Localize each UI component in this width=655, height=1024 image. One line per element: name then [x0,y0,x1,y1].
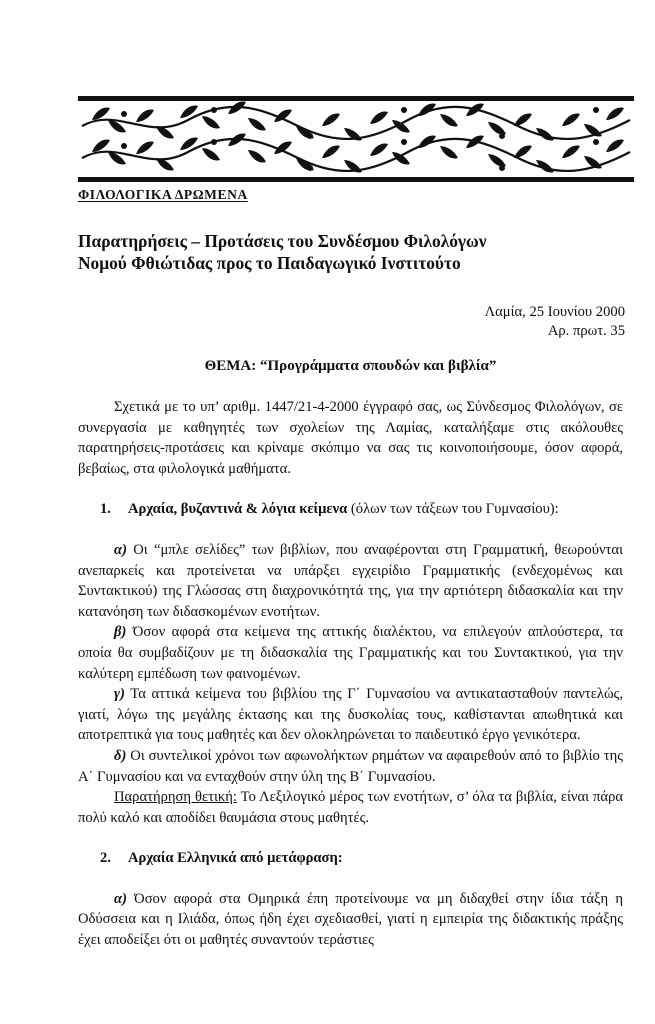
section-2-item-a [78,889,623,951]
section-1-number: 1. [100,501,111,518]
subject-heading: ΘΕΜΑ: “Προγράμματα σπουδών και βιβλία” [204,358,497,374]
item-label: δ) [114,747,127,764]
item-label: α) [114,890,127,907]
section-2-title: Αρχαία Ελληνικά από μετάφραση: [128,850,343,867]
item-text: Τα αττικά κείμενα του βιβλίου της Γ΄ Γυμνασίου να αντικατασταθούν παντελώς, γιατί, λόγω της μεγάλης έκτασης και της δυσκολίας τους, καθίστανται απωθητικά και αποτρεπτικά για τους μαθητές και δεν ολοκληρώνεται το παιδευτικό έργο γενικότερα. [78,686,623,744]
item-text: Οι “μπλε σελίδες” των βιβλίων, που αναφέρονται στη Γραμματική, θεωρούνται ανεπαρκείς και προτείνεται να υπάρξει εγχειρίδιο Γραμματικής (ενδεχομένως και Συντακτικού) της Γλώσσας στη διαχρονικότητά της, για την αρτιότερη διδασκαλία και την κατανόηση των διδασκομένων ενοτήτων. [78,541,623,620]
item-text: Οι συντελικοί χρόνοι των αφωνολήκτων ρημάτων να αφαιρεθούν από το βιβλίο της Α΄ Γυμνασίου και να ενταχθούν στην ύλη της Β΄ Γυμνασίου. [78,747,623,785]
protocol-number: Αρ. πρωτ. 35 [547,323,625,339]
section-1-item-b [78,622,623,684]
intro-paragraph: Σχετικά με το υπ’ αριθμ. 1447/21-4-2000 έγγραφό σας, ως Σύνδεσμος Φιλολόγων, σε συνεργασία με καθηγητές των σχολείων της Λαμίας, καταλήξαμε στις ακόλουθες παρατηρήσεις-προτάσεις και κρίναμε σκόπιμο να σας τις κοινοποιήσουμε, όσον αφορά, βεβαίως, στα φιλολογικά μαθήματα. [78,399,623,477]
section-1-title: Αρχαία, βυζαντινά & λόγια κείμενα [128,501,348,518]
date-block [485,303,625,341]
note-text: Το Λεξιλογικό μέρος των ενοτήτων, σ’ όλα τα βιβλία, είναι πάρα πολύ καλό και αποδίδει θαυμάσια στους μαθητές. [78,789,623,826]
section-1-title-rest: (όλων των τάξεων του Γυμνασίου): [347,501,559,518]
section-1-item-c [78,684,623,746]
item-label: β) [114,624,127,641]
laurel-ornament-header [78,96,634,182]
document-title [78,230,623,274]
title-line-1: Παρατηρήσεις – Προτάσεις του Συνδέσμου Φιλολόγων [78,231,487,251]
title-line-2: Νομού Φθιώτιδας προς το Παιδαγωγικό Ινστιτούτο [78,253,461,273]
item-text: Όσον αφορά στα κείμενα της αττικής διαλέκτου, να επιλεγούν απλούστερα, τα οποία θα συμβαδίζουν με τη διδασκαλία της Γραμματικής και του Συντακτικού, για την καλύτερη εμπέδωση των φαινομένων. [78,624,623,682]
item-label: α) [114,541,127,558]
laurel-ornament-icon [78,96,634,182]
section-header-label: ΦΙΛΟΛΟΓΙΚΑ ΔΡΩΜΕΝΑ [78,187,248,202]
section-2-number: 2. [100,850,111,867]
section-1-item-a [78,540,623,622]
note-label: Παρατήρηση θετική: [114,789,237,806]
place-date: Λαμία, 25 Ιουνίου 2000 [484,304,625,320]
section-1-item-d [78,746,623,787]
section-2-heading [78,848,623,869]
section-1-note [78,787,623,828]
item-text: Όσον αφορά στα Ομηρικά έπη προτείνουμε να μη διδαχθεί στην ίδια τάξη η Οδύσσεια και η Ιλιάδα, όπως ήδη έχει σχεδιασθεί, γιατί η εμπειρία της διδακτικής πράξης έχει αποδείξει ότι οι μαθητές συναντούν τεράστιες [78,890,623,949]
document-body [78,397,623,951]
item-label: γ) [114,686,125,703]
section-1-heading [78,499,623,520]
